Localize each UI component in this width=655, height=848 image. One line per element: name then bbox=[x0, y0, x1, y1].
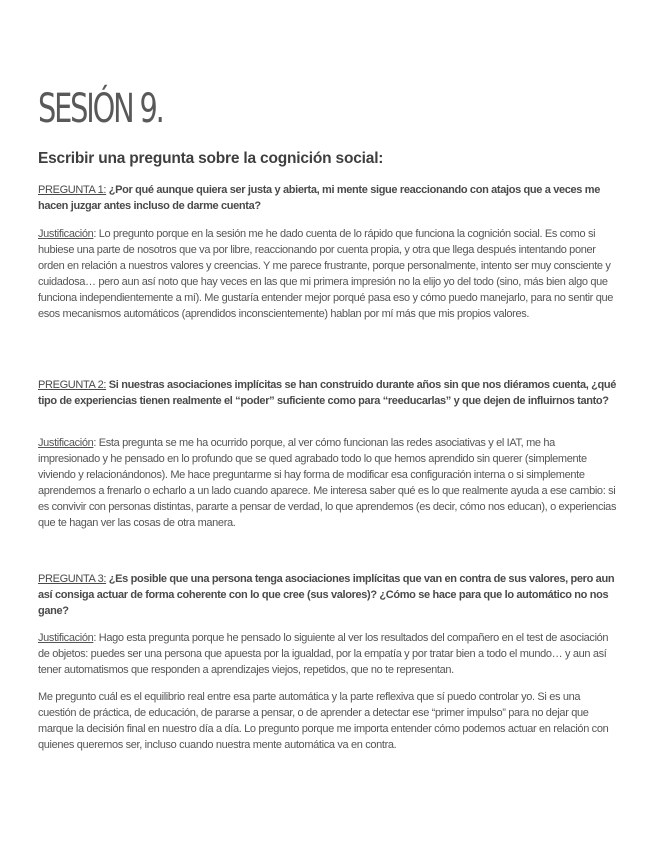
justification-2-label: Justificación bbox=[38, 437, 94, 449]
justification-3-continued: Me pregunto cuál es el equilibrio real entre esa parte automática y la parte reflexiva que sí puedo controlar yo. Si es una cuestión de práctica, de educación, de pararse a pensar, o de aprender a detectar ese “primer impulso” para no dejar que marque la decisión final en nuestro día a día. Lo pregunto porque me importa entender cómo podemos actuar en relación con quienes queremos ser, incluso cuando nuestra mente automática va en contra. bbox=[38, 691, 609, 751]
justification-3-text: : Hago esta pregunta porque he pensado lo siguiente al ver los resultados del compañero en el test de asociación de objetos: puedes ser una persona que apuesta por la igualdad, por la empatía y por tratar bien a todo el mundo… y aun así tener automatismos que responden a aprendizajes viejos, repetidos, que no te representan. bbox=[38, 632, 609, 676]
justification-2-text: : Esta pregunta se me ha ocurrido porque, al ver cómo funcionan las redes asociativas y el IAT, me ha impresionado y he pensado en lo profundo que se qued agrabado todo lo que hemos aprendido sin querer (simplemente viviendo y relacionándonos). Me hace preguntarme si hay forma de modificar esa configuración interna o si simplemente aprendemos a frenarlo o echarlo a un lado cuando aparece. Me interesa saber qué es lo que realmente ayuda a ese cambio: si es convivir con personas distintas, pararte a pensar de verdad, lo que aprendemos (es decir, cómo nos educan), o experiencias que te hagan ver las cosas de otra manera. bbox=[38, 437, 617, 529]
question-2-text: Si nuestras asociaciones implícitas se han construido durante años sin que nos diéramos cuenta, ¿qué tipo de experiencias tienen realmente el “poder” suficiente como para “reeducarlas” y que dejen de influirnos tanto? bbox=[38, 379, 616, 407]
question-2 bbox=[38, 377, 618, 409]
page-title: SESIÓN 9. bbox=[38, 86, 163, 132]
question-1-text: ¿Por qué aunque quiera ser justa y abierta, mi mente sigue reaccionando con atajos que a veces me hacen juzgar antes incluso de darme cuenta? bbox=[38, 184, 600, 212]
question-3-text: ¿Es posible que una persona tenga asociaciones implícitas que van en contra de sus valores, pero aun así consiga actuar de forma coherente con lo que cree (sus valores)? ¿Cómo se hace para que lo automático no nos gane? bbox=[38, 573, 615, 617]
justification-1-label: Justificación bbox=[38, 228, 94, 240]
question-1-label: PREGUNTA 1: bbox=[38, 184, 107, 196]
justification-1-text: : Lo pregunto porque en la sesión me he dado cuenta de lo rápido que funciona la cognición social. Es como si hubiese una parte de nosotros que va por libre, reaccionando por cuenta propia, y otra que llega después intentando poner orden en relación a nuestros valores y creencias. Y me parece frustrante, porque personalmente, intento ser muy consciente y cuidadosa… pero aun así noto que hay veces en las que mi primera impresión no la elijo yo del todo (sino, más bien algo que funciona independientemente a mí). Me gustaría entender mejor porqué pasa eso y cómo puedo manejarlo, para no sentir que esos mecanismos automáticos (aprendidos inconscientemente) hablan por mí más que mis propios valores. bbox=[38, 228, 613, 320]
justification-3-label: Justificación bbox=[38, 632, 94, 644]
question-3 bbox=[38, 571, 618, 619]
question-3-label: PREGUNTA 3: bbox=[38, 573, 107, 585]
justification-1 bbox=[38, 226, 618, 322]
justification-2 bbox=[38, 435, 618, 531]
justification-3 bbox=[38, 630, 618, 678]
question-2-label: PREGUNTA 2: bbox=[38, 379, 107, 391]
page-subtitle: Escribir una pregunta sobre la cognición social: bbox=[38, 150, 384, 167]
question-1 bbox=[38, 182, 618, 214]
